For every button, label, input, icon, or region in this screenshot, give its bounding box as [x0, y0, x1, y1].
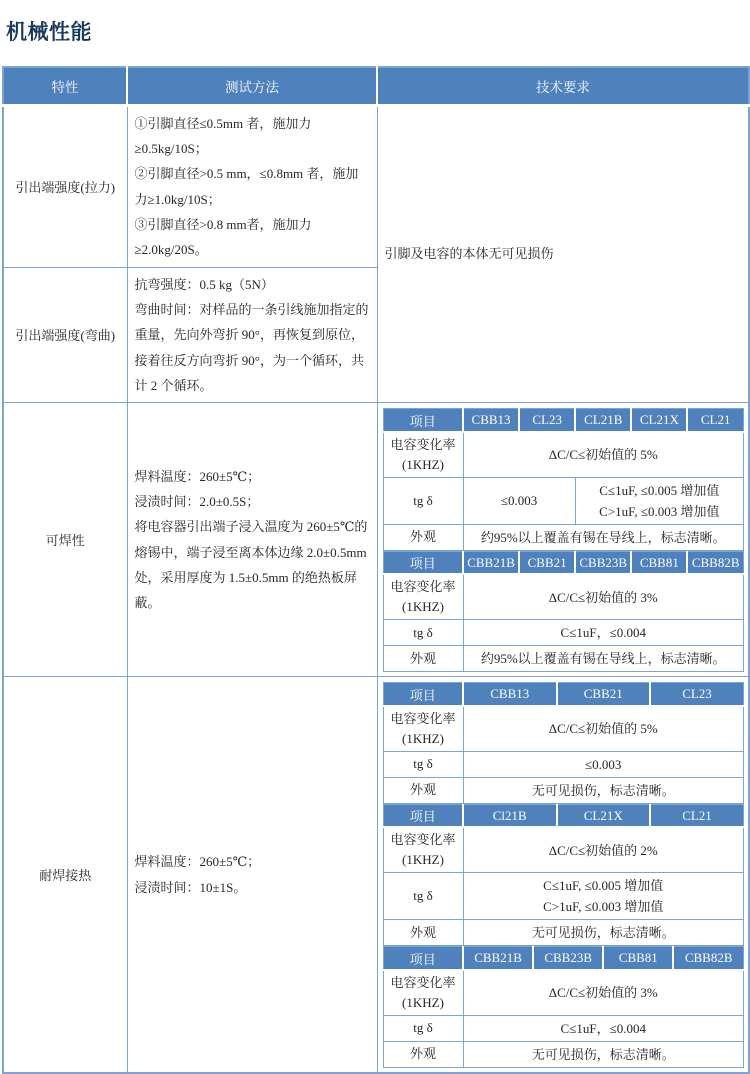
spec-label-cell: 外观: [383, 920, 463, 946]
spec-label-cell: tg δ: [383, 751, 463, 777]
requirement-solder-heat-resistance: [377, 677, 749, 1073]
model-header-cell: CBB21B: [463, 947, 533, 970]
spec-value-cell: [463, 827, 744, 873]
spec-item-header-cell: 项目: [383, 804, 463, 827]
spec-value-cell: [463, 706, 744, 752]
characteristic-solderability: 可焊性: [3, 403, 127, 677]
spec-value-line: C>1uF, ≤0.003 增加值: [543, 899, 664, 915]
method-line: ①引脚直径≤0.5mm 者，施加力≥0.5kg/10S；: [134, 115, 312, 156]
model-header-cell: CL21X: [631, 409, 687, 432]
spec-value-cell: [463, 970, 744, 1016]
method-solderability: [127, 403, 377, 677]
spec-label-cell: tg δ: [383, 873, 463, 920]
model-header-cell: CBB81: [631, 551, 687, 574]
spec-value-line: 无可见损伤，标志清晰。: [531, 1046, 675, 1062]
requirement-spec-table-container: [383, 551, 745, 673]
table-row-pull-strength: [3, 105, 749, 267]
spec-value-line: 约95%以上覆盖有锡在导线上，标志清晰。: [480, 651, 726, 667]
column-header-tech-requirement: 技术要求: [377, 67, 749, 105]
requirement-spec-table: [383, 682, 745, 804]
spec-value-line: C>1uF, ≤0.003 增加值: [599, 503, 720, 519]
method-line: 焊料温度：260±5℃；: [134, 854, 261, 870]
model-header-cell: CBB13: [463, 409, 519, 432]
spec-value-cell: [463, 751, 744, 777]
spec-value-line: ≤0.003: [500, 493, 538, 509]
table-row-solderability: [3, 403, 749, 677]
model-header-cell: CBB82B: [673, 947, 743, 970]
spec-value-line: ΔC/C≤初始值的 5%: [548, 721, 658, 737]
spec-value-cell: [463, 524, 744, 550]
spec-label-cell: 电容变化率(1KHZ): [383, 827, 463, 873]
page-title: 机械性能: [6, 20, 92, 44]
spec-value-line: ΔC/C≤初始值的 3%: [548, 985, 658, 1001]
requirement-spec-table-container: [383, 804, 745, 947]
column-header-characteristic: 特性: [3, 67, 127, 105]
method-line: ③引脚直径>0.8 mm者，施加力≥2.0kg/20S。: [134, 216, 312, 258]
model-header-cell: Cl21B: [463, 804, 557, 827]
model-header-cell: CL23: [650, 683, 744, 706]
spec-value-line: C≤1uF，≤0.004: [560, 625, 646, 641]
spec-item-header-cell: 项目: [383, 683, 463, 706]
spec-value-cell: [463, 873, 744, 920]
requirement-spec-table-container: [383, 408, 745, 551]
method-line: 抗弯强度：0.5 kg（5N）: [134, 276, 274, 292]
spec-value-cell: [463, 920, 744, 946]
model-header-cell: CBB21B: [463, 551, 519, 574]
spec-item-header-cell: 项目: [383, 409, 463, 432]
spec-label-cell: 外观: [383, 646, 463, 672]
requirement-pull-bend: 引脚及电容的本体无可见损伤: [377, 105, 749, 403]
requirement-spec-table: [383, 551, 745, 673]
model-header-cell: CBB21: [557, 683, 651, 706]
requirement-spec-table: [383, 408, 745, 551]
model-header-cell: CL21B: [575, 409, 631, 432]
spec-value-cell: [463, 477, 575, 524]
model-header-cell: CBB23B: [575, 551, 631, 574]
model-header-cell: CBB21: [519, 551, 575, 574]
spec-value-cell: [463, 1041, 744, 1067]
spec-value-line: C≤1uF, ≤0.005 增加值: [599, 482, 720, 498]
spec-value-line: 无可见损伤，标志清晰。: [531, 925, 675, 941]
method-solder-heat-resistance: [127, 677, 377, 1073]
spec-label-cell: tg δ: [383, 477, 463, 524]
spec-label-cell: tg δ: [383, 620, 463, 646]
spec-label-cell: 电容变化率(1KHZ): [383, 432, 463, 478]
model-header-cell: CL21: [650, 804, 744, 827]
spec-item-header-cell: 项目: [383, 947, 463, 970]
method-line: ②引脚直径>0.5 mm，≤0.8mm 者，施加力≥1.0kg/10S；: [134, 166, 359, 207]
spec-value-line: C≤1uF, ≤0.005 增加值: [543, 878, 664, 894]
characteristic-pull-strength: 引出端强度(拉力): [3, 105, 127, 267]
spec-item-header-cell: 项目: [383, 551, 463, 574]
spec-label-cell: 外观: [383, 1041, 463, 1067]
spec-value-cell: [575, 477, 743, 524]
method-line: 弯曲时间：对样品的一条引线施加指定的重量，先向外弯折 90°，再恢复到原位，接着往反方向弯折 90°，为一个循环，共计 2 个循环。: [134, 301, 369, 393]
characteristic-bend-strength: 引出端强度(弯曲): [3, 267, 127, 403]
requirement-spec-table: [383, 804, 745, 947]
spec-value-cell: [463, 777, 744, 803]
model-header-cell: CL23: [519, 409, 575, 432]
spec-value-cell: [463, 646, 744, 672]
method-line: 浸渍时间：10±1S。: [134, 879, 247, 895]
method-bend-strength: [127, 267, 377, 403]
spec-label-cell: tg δ: [383, 1015, 463, 1041]
method-pull-strength: [127, 105, 377, 267]
requirement-solderability: [377, 403, 749, 677]
spec-value-line: C≤1uF，≤0.004: [560, 1020, 646, 1036]
spec-value-cell: [463, 1015, 744, 1041]
spec-label-cell: 电容变化率(1KHZ): [383, 574, 463, 620]
spec-label-cell: 电容变化率(1KHZ): [383, 970, 463, 1016]
model-header-cell: CL21X: [557, 804, 651, 827]
spec-label-cell: 外观: [383, 524, 463, 550]
requirement-spec-table-container: [383, 946, 745, 1068]
method-line: 焊料温度：260±5℃；: [134, 468, 261, 484]
spec-value-line: 约95%以上覆盖有锡在导线上，标志清晰。: [480, 529, 726, 545]
spec-value-line: ΔC/C≤初始值的 2%: [548, 842, 658, 858]
model-header-cell: CBB81: [603, 947, 673, 970]
spec-label-cell: 电容变化率(1KHZ): [383, 706, 463, 752]
spec-value-line: 无可见损伤，标志清晰。: [531, 782, 675, 798]
spec-value-cell: [463, 432, 744, 478]
spec-value-line: ΔC/C≤初始值的 5%: [548, 447, 658, 463]
model-header-cell: CBB13: [463, 683, 557, 706]
table-header-row: [3, 67, 749, 105]
requirement-spec-table-container: [383, 682, 745, 804]
model-header-cell: CBB82B: [687, 551, 743, 574]
spec-value-cell: [463, 620, 744, 646]
spec-value-cell: [463, 574, 744, 620]
table-row-solder-heat-resistance: [3, 677, 749, 1073]
spec-label-cell: 外观: [383, 777, 463, 803]
characteristic-solder-heat-resistance: 耐焊接热: [3, 677, 127, 1073]
spec-value-line: ΔC/C≤初始值的 3%: [548, 589, 658, 605]
requirement-spec-table: [383, 946, 745, 1068]
model-header-cell: CL21: [687, 409, 743, 432]
spec-value-line: ≤0.003: [585, 756, 622, 772]
mechanical-properties-table: [2, 66, 750, 1074]
method-line: 将电容器引出端子浸入温度为 260±5℃的熔锡中，端子浸至离本体边缘 2.0±0.5mm 处，采用厚度为 1.5±0.5mm 的绝热板屏蔽。: [134, 519, 368, 611]
method-line: 浸渍时间：2.0±0.5S；: [134, 494, 260, 510]
model-header-cell: CBB23B: [533, 947, 603, 970]
column-header-test-method: 测试方法: [127, 67, 377, 105]
